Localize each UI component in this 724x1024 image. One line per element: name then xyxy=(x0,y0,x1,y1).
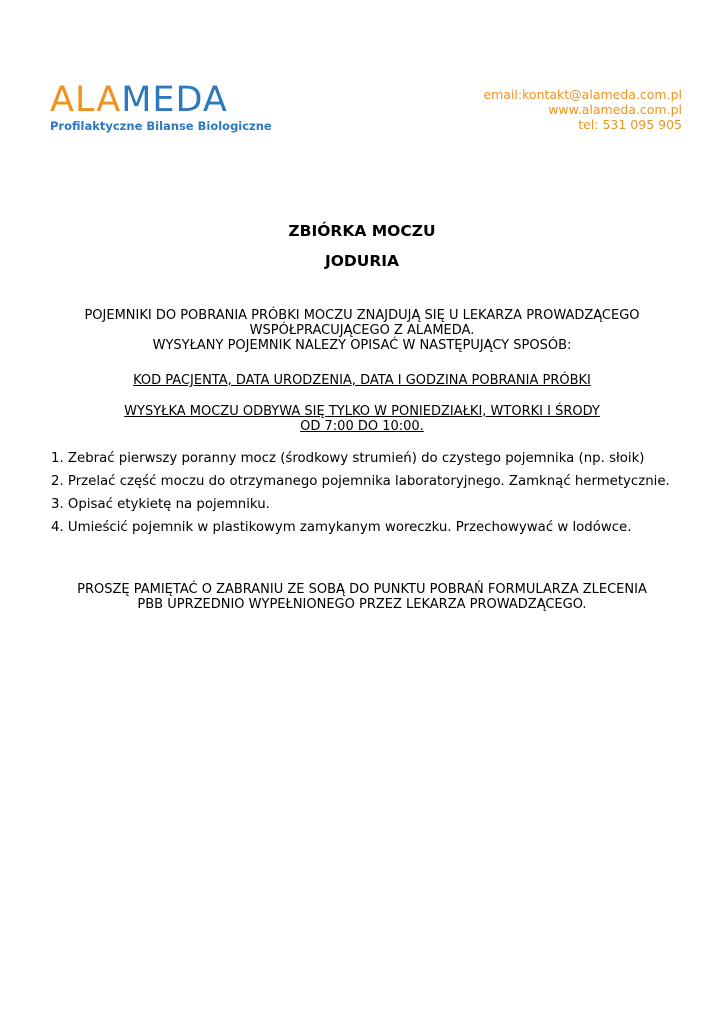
intro-paragraph xyxy=(40,308,684,353)
contact-info xyxy=(483,87,682,132)
reminder-paragraph xyxy=(40,582,684,612)
logo-wordmark xyxy=(50,82,265,118)
alameda-logo xyxy=(50,80,272,133)
document-subtitle: JODURIA xyxy=(324,252,400,270)
logo-tagline: Profilaktyczne Bilanse Biologiczne xyxy=(50,119,272,133)
shipping-line: OD 7:00 DO 10:00. xyxy=(300,419,424,434)
contact-email[interactable]: email:kontakt@alameda.com.pl xyxy=(483,87,682,102)
step-item: 2. Przelać część moczu do otrzymanego pojemnika laboratoryjnego. Zamknąć hermetycznie. xyxy=(51,474,670,489)
label-format-text: KOD PACJENTA, DATA URODZENIA, DATA I GODZINA POBRANIA PRÓBKI xyxy=(133,373,591,388)
intro-line: WYSYŁANY POJEMNIK NALEZY OPISAĆ W NASTĘPUJĄCY SPOSÓB: xyxy=(152,338,572,353)
step-item: 3. Opisać etykietę na pojemniku. xyxy=(51,497,270,512)
contact-phone: tel: 531 095 905 xyxy=(578,117,682,132)
step-item: 1. Zebrać pierwszy poranny mocz (środkowy strumień) do czystego pojemnika (np. słoik) xyxy=(51,451,645,466)
label-format xyxy=(40,373,684,388)
reminder-line: PROSZĘ PAMIĘTAĆ O ZABRANIU ZE SOBĄ DO PUNKTU POBRAŃ FORMULARZA ZLECENIA xyxy=(77,582,647,597)
shipping-info xyxy=(40,404,684,434)
reminder-line: PBB UPRZEDNIO WYPEŁNIONEGO PRZEZ LEKARZA PROWADZĄCEGO. xyxy=(137,597,587,612)
instruction-steps xyxy=(51,450,670,542)
logo-part-blue: MEDA xyxy=(121,80,228,120)
contact-website[interactable]: www.alameda.com.pl xyxy=(548,102,682,117)
shipping-line: WYSYŁKA MOCZU ODBYWA SIĘ TYLKO W PONIEDZIAŁKI, WTORKI I ŚRODY xyxy=(124,404,600,419)
intro-line: WSPÓŁPRACUJĄCEGO Z ALAMEDA. xyxy=(249,323,475,338)
step-item: 4. Umieścić pojemnik w plastikowym zamykanym woreczku. Przechowywać w lodówce. xyxy=(51,520,632,535)
intro-line: POJEMNIKI DO POBRANIA PRÓBKI MOCZU ZNAJDUJĄ SIĘ U LEKARZA PROWADZĄCEGO xyxy=(84,308,640,323)
document-title: ZBIÓRKA MOCZU xyxy=(288,222,436,240)
logo-part-orange: ALA xyxy=(50,80,122,120)
